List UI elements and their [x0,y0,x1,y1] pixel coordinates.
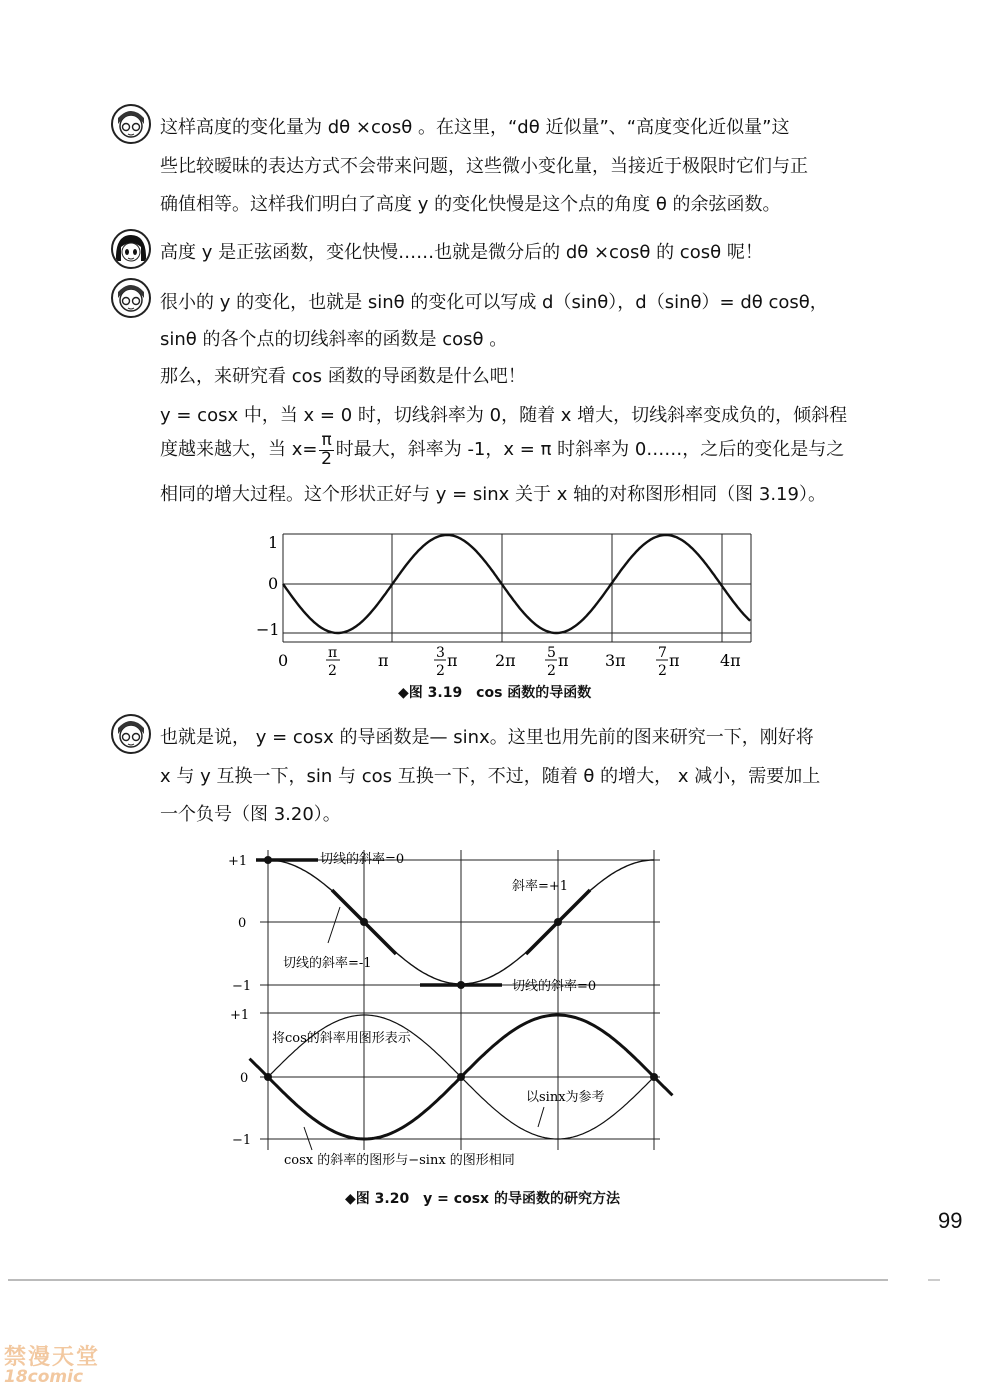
y-tick-label: 0 [240,1071,249,1086]
y-tick-label: −1 [256,620,280,639]
figure-3-20-caption: ◆图 3.20 y = cosx 的导函数的研究方法 [345,1191,620,1207]
paragraph-line: sinθ 的各个点的切线斜率的函数是 cosθ 。 [160,329,508,350]
annotation-same-graph: cosx 的斜率的图形与−sinx 的图形相同 [284,1153,515,1168]
watermark-line-2: 18comic [4,1367,84,1388]
svg-text:π: π [447,651,458,670]
fraction-denominator: 2 [321,449,332,469]
y-tick-label: +1 [228,854,248,869]
y-tick-label: 1 [268,533,279,552]
x-tick-label: π [378,651,389,670]
point [554,918,562,926]
pi-over-2-fraction [319,432,333,468]
paragraph-line: 一个负号（图 3.20）。 [160,804,341,825]
paragraph-line: x 与 y 互换一下，sin 与 cos 互换一下，不过，随着 θ 的增大， x 减小，需要加上 [160,766,821,787]
paragraph-line: 些比较暧昧的表达方式不会带来问题，这些微小变化量，当接近于极限时它们与正 [160,156,808,177]
page-number: 99 [938,1208,963,1233]
y-tick-label: 0 [238,916,247,931]
text-fragment: 时最大，斜率为 -1，x = π 时斜率为 0……，之后的变化是与之 [335,439,845,460]
svg-text:7: 7 [658,645,667,661]
grid [260,850,660,1150]
paragraph-line: 相同的增大过程。这个形状正好与 y = sinx 关于 x 轴的对称图形相同（图 3.19）。 [160,484,826,505]
figure-3-19-chart [240,520,760,680]
svg-text:2: 2 [436,663,445,679]
svg-text:2: 2 [328,663,337,679]
paragraph-line: 很小的 y 的变化，也就是 sinθ 的变化可以写成 d（sinθ），d（sinθ）= dθ cosθ， [160,292,828,313]
point [457,1073,465,1081]
annotation-slope-plus-1: 斜率=+1 [512,879,569,894]
point [650,1073,658,1081]
watermark-line-1: 禁漫天堂 [4,1345,101,1370]
character-avatar-glasses [111,714,151,754]
x-tick-7pi-over-2 [656,645,680,679]
paragraph-line: 高度 y 是正弦函数，变化快慢……也就是微分后的 dθ ×cosθ 的 cosθ 呢！ [160,242,763,263]
x-tick-5pi-over-2 [545,645,569,679]
point [457,981,465,989]
x-tick-pi-over-2 [326,645,340,679]
character-avatar-dark-hair [111,229,151,269]
y-tick-label: 0 [268,574,279,593]
annotation-slope-0-top: 切线的斜率=0 [320,852,405,867]
x-tick-label: 0 [278,651,289,670]
point [264,856,272,864]
annotation-slope-minus-1: 切线的斜率=-1 [283,956,372,971]
paragraph-line-with-fraction [160,432,844,468]
fraction-numerator: π [321,430,332,450]
footer-rule-fragment [928,1279,940,1281]
annotation-slope-0-bottom: 切线的斜率=0 [512,979,597,994]
y-tick-label: −1 [232,979,252,994]
annotation-cos-slope-graph: 将cos的斜率用图形表示 [272,1031,411,1046]
character-avatar-glasses [111,104,151,144]
paragraph-line: 这样高度的变化量为 dθ ×cosθ 。在这里，“dθ 近似量”、“高度变化近似量”这 [160,117,790,138]
svg-text:5: 5 [547,645,556,661]
annotation-sin-reference: 以sinx为参考 [526,1090,605,1105]
paragraph-line: 确值相等。这样我们明白了高度 y 的变化快慢是这个点的角度 θ 的余弦函数。 [160,194,781,215]
figure-3-19-caption: ◆图 3.19 cos 函数的导函数 [398,685,592,701]
svg-text:2: 2 [658,663,667,679]
site-watermark [4,1346,100,1387]
grid [283,534,751,642]
paragraph-line: y = cosx 中，当 x = 0 时，切线斜率为 0，随着 x 增大，切线斜率变成负的，倾斜程 [160,405,848,426]
y-tick-label: −1 [232,1133,252,1148]
footer-rule [8,1279,888,1281]
paragraph-line: 也就是说， y = cosx 的导函数是— sinx。这里也用先前的图来研究一下，刚好将 [160,727,814,748]
x-tick-label: 3π [605,651,626,670]
svg-text:π: π [669,651,680,670]
svg-text:3: 3 [436,645,445,661]
character-avatar-glasses [111,278,151,318]
x-tick-3pi-over-2 [434,645,458,679]
x-tick-label: 4π [720,651,741,670]
svg-text:π: π [558,651,569,670]
svg-text:π: π [328,645,338,661]
paragraph-line: 那么，来研究看 cos 函数的导函数是什么吧！ [160,366,526,387]
point [360,918,368,926]
x-tick-label: 2π [495,651,516,670]
point [264,1073,272,1081]
y-tick-label: +1 [230,1008,250,1023]
text-fragment: 度越来越大，当 x= [160,439,318,460]
svg-text:2: 2 [547,663,556,679]
figure-3-20-chart [220,845,700,1175]
